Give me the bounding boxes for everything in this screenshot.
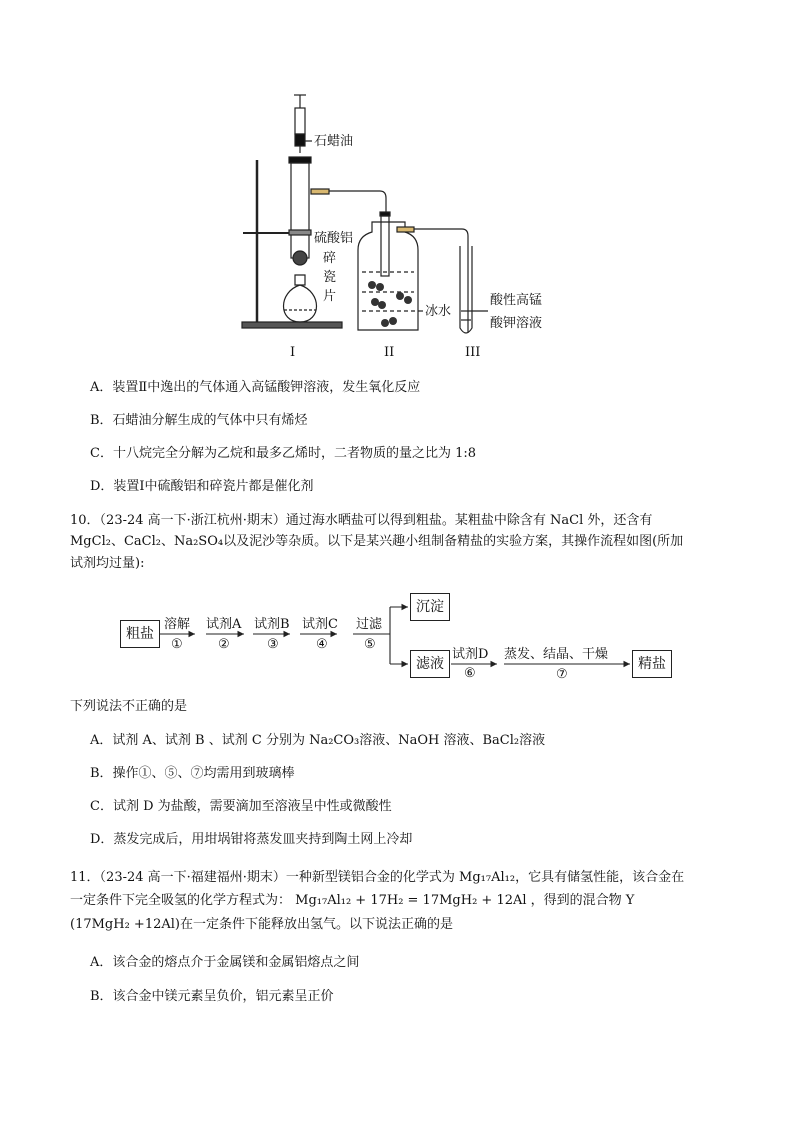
q10-stem-line1: 10．（23-24 高一下·浙江杭州·期末）通过海水晒盐可以得到粗盐。某粗盐中除含有 NaCl 外，还含有 xyxy=(70,513,653,528)
step6-label: 试剂D xyxy=(452,647,489,662)
label-aluminum-sulfate: 硫酸铝 xyxy=(314,231,354,246)
q10-stem-line3: 试剂均过量): xyxy=(70,556,145,571)
q11-option-b: B．该合金中镁元素呈负价，铝元素呈正价 xyxy=(90,989,334,1004)
label-device-2: II xyxy=(384,345,395,360)
step7-label: 蒸发、结晶、干燥 xyxy=(504,647,609,662)
box-pure-salt: 精盐 xyxy=(632,650,672,678)
step3-number: ③ xyxy=(267,637,279,652)
q11-stem-line1: 11．（23-24 高一下·福建福州·期末）一种新型镁铝合金的化学式为 Mg₁₇Al₁₂，它具有储氢性能，该合金在 xyxy=(70,870,685,885)
label-porcelain-1: 碎 xyxy=(323,251,337,266)
q9-option-c: C．十八烷完全分解为乙烷和最多乙烯时，二者物质的量之比为 1:8 xyxy=(90,446,477,461)
label-ice-water: 冰水 xyxy=(425,304,452,319)
step5-label: 过滤 xyxy=(356,617,383,632)
step2-number: ② xyxy=(218,637,230,652)
step6-number: ⑥ xyxy=(464,666,476,681)
step7-number: ⑦ xyxy=(556,667,568,682)
label-porcelain-3: 片 xyxy=(323,289,337,304)
q11-stem-line3: (17MgH₂ +12Al)在一定条件下能释放出氢气。以下说法正确的是 xyxy=(70,917,453,932)
q10-option-c: C．试剂 D 为盐酸，需要滴加至溶液呈中性或微酸性 xyxy=(90,799,392,814)
q9-option-d: D．装置Ⅰ中硫酸铝和碎瓷片都是催化剂 xyxy=(90,479,314,494)
step4-number: ④ xyxy=(316,637,328,652)
label-kmno4-line1: 酸性高锰 xyxy=(490,293,543,308)
q10-question: 下列说法不正确的是 xyxy=(70,699,188,714)
q9-option-a: A．装置Ⅱ中逸出的气体通入高锰酸钾溶液，发生氧化反应 xyxy=(90,380,421,395)
step3-label: 试剂B xyxy=(254,617,290,632)
label-device-3: III xyxy=(465,345,481,360)
step1-label: 溶解 xyxy=(164,617,191,632)
box-precipitate: 沉淀 xyxy=(410,593,450,621)
label-porcelain-2: 瓷 xyxy=(323,270,337,285)
box-crude-salt: 粗盐 xyxy=(120,620,160,648)
step4-label: 试剂C xyxy=(302,617,338,632)
q10-option-a: A．试剂 A、试剂 B 、试剂 C 分别为 Na₂CO₃溶液、NaOH 溶液、BaCl₂溶液 xyxy=(90,733,546,748)
q11-stem-line2: 一定条件下完全吸氢的化学方程式为： Mg₁₇Al₁₂ + 17H₂ = 17MgH₂ + 12Al ，得到的混合物 Y xyxy=(70,893,635,908)
box-filtrate: 滤液 xyxy=(410,650,450,678)
label-kmno4-line2: 酸钾溶液 xyxy=(490,316,543,331)
q10-option-d: D．蒸发完成后，用坩埚钳将蒸发皿夹持到陶土网上冷却 xyxy=(90,832,413,847)
q9-option-b: B．石蜡油分解生成的气体中只有烯烃 xyxy=(90,413,308,428)
q10-option-b: B．操作①、⑤、⑦均需用到玻璃棒 xyxy=(90,766,295,781)
step5-number: ⑤ xyxy=(364,637,376,652)
label-device-1: I xyxy=(290,345,296,360)
q11-option-a: A．该合金的熔点介于金属镁和金属铝熔点之间 xyxy=(90,955,360,970)
step2-label: 试剂A xyxy=(206,617,242,632)
label-paraffin-oil: 石蜡油 xyxy=(314,134,354,149)
q10-stem-line2: MgCl₂、CaCl₂、Na₂SO₄以及泥沙等杂质。以下是某兴趣小组制备精盐的实验方案，其操作流程如图(所加 xyxy=(70,534,684,549)
step1-number: ① xyxy=(171,637,183,652)
